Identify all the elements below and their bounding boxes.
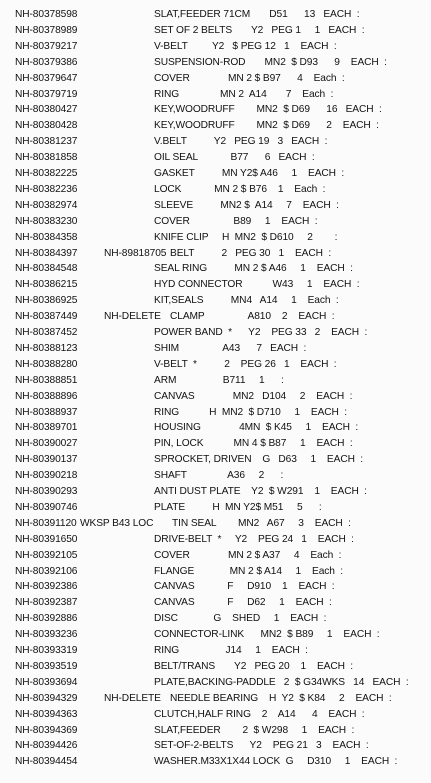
part-number: NH-80393694: [15, 676, 78, 688]
parts-row: [0, 596, 431, 610]
parts-row: [0, 453, 431, 467]
part-description: SET-OF-2-BELTS Y2 PEG 21 3 EACH :: [154, 740, 369, 752]
parts-row: [0, 88, 431, 102]
part-note: NH-89818705: [104, 247, 167, 259]
parts-row: [0, 724, 431, 738]
parts-row: [0, 119, 431, 133]
parts-row: [0, 8, 431, 22]
part-description: CLUTCH,HALF RING 2 A14 4 EACH :: [154, 708, 365, 720]
part-description: PIN, LOCK MN 4 $ B87 1 EACH :: [154, 438, 353, 450]
part-description: KNIFE CLIP H MN2 $ D610 2 :: [154, 231, 338, 243]
part-description: CANVAS F D62 1 EACH :: [154, 597, 332, 609]
part-number: NH-80390137: [15, 454, 78, 466]
part-description: ARM B711 1 :: [154, 374, 284, 386]
part-description: RING J14 1 EACH :: [154, 645, 308, 656]
parts-row: [0, 517, 431, 531]
part-description: KIT,SEALS MN4 A14 1 Each :: [154, 295, 339, 307]
part-description: SPROCKET, DRIVEN G D63 1 EACH :: [154, 454, 364, 466]
parts-row: [0, 167, 431, 181]
part-number: NH-80392387: [15, 597, 78, 609]
part-number: NH-80392105: [15, 549, 78, 561]
part-number: NH-80383230: [15, 215, 78, 227]
parts-row: [0, 294, 431, 308]
part-description: SLAT,FEEDER 2 $ W298 1 EACH :: [154, 724, 355, 736]
part-description: COVER MN 2 $ A37 4 Each :: [154, 549, 342, 561]
part-number: NH-80392386: [15, 581, 78, 593]
part-description: LOCK MN 2 $ B76 1 Each :: [154, 183, 326, 195]
part-description: OIL SEAL B77 6 EACH :: [154, 152, 315, 164]
part-description: RING H MN2 $ D710 1 EACH :: [154, 406, 347, 418]
part-number: NH-80379217: [15, 40, 78, 52]
parts-row: [0, 580, 431, 594]
part-description: V-BELT Y2 $ PEG 12 1 EACH :: [154, 40, 337, 52]
part-number: NH-80388896: [15, 390, 78, 402]
part-description: SUSPENSION-ROD MN2 $ D93 9 EACH :: [154, 56, 387, 68]
part-number: NH-80379386: [15, 56, 78, 68]
part-description: HOUSING 4MN $ K45 1 EACH :: [154, 422, 359, 434]
part-number: NH-80388937: [15, 406, 78, 418]
part-description: FLANGE MN 2 $ A14 1 Each :: [154, 565, 344, 577]
part-number: NH-80378989: [15, 24, 78, 36]
part-number: NH-80390746: [15, 501, 78, 513]
parts-row: [0, 247, 431, 261]
parts-row: [0, 135, 431, 149]
part-description: V-BELT * 2 PEG 26 1 EACH :: [154, 358, 337, 370]
part-number: NH-80379719: [15, 88, 78, 100]
part-number: NH-80378598: [15, 9, 78, 20]
parts-row: [0, 628, 431, 642]
part-number: NH-80391120: [15, 517, 77, 529]
part-description: ANTI DUST PLATE Y2 $ W291 1 EACH :: [154, 486, 367, 497]
part-number: NH-80384358: [15, 231, 78, 243]
part-number: NH-80387452: [15, 327, 78, 338]
parts-row: [0, 644, 431, 658]
parts-row: [0, 40, 431, 54]
part-number: NH-80391650: [15, 533, 78, 545]
parts-row: [0, 358, 431, 372]
part-number: NH-80394454: [15, 756, 78, 768]
part-number: NH-80381858: [15, 152, 78, 164]
part-description: SET OF 2 BELTS Y2 PEG 1 1 EACH :: [154, 24, 365, 36]
part-note: NH-DELETE: [104, 692, 161, 704]
part-number: NH-80393236: [15, 629, 78, 641]
part-number: NH-80384548: [15, 263, 78, 275]
part-description: GASKET MN Y2$ A46 1 EACH :: [154, 168, 345, 179]
parts-row: [0, 501, 431, 515]
part-description: POWER BAND * Y2 PEG 33 2 EACH :: [154, 327, 368, 338]
part-number: NH-80388123: [15, 342, 78, 354]
part-number: NH-80390218: [15, 470, 78, 482]
part-number: NH-80389701: [15, 422, 78, 434]
part-description: SLEEVE MN2 $ A14 7 EACH :: [154, 199, 339, 211]
parts-row: [0, 708, 431, 722]
part-number: NH-80394363: [15, 708, 78, 720]
part-description: HYD CONNECTOR W43 1 EACH :: [154, 279, 360, 291]
part-description: COVER MN 2 $ B97 4 Each :: [154, 72, 345, 84]
part-description: SHIM A43 7 EACH :: [154, 342, 307, 354]
parts-row: [0, 485, 431, 499]
part-description: TIN SEAL MN2 A67 3 EACH :: [172, 517, 351, 529]
part-number: NH-80387449: [15, 311, 78, 323]
part-number: NH-80381237: [15, 136, 78, 148]
part-number: NH-80382225: [15, 168, 78, 179]
part-number: NH-80386215: [15, 279, 78, 291]
parts-row: [0, 231, 431, 245]
parts-row: [0, 549, 431, 563]
parts-row: [0, 199, 431, 213]
part-number: NH-80384397: [15, 247, 78, 259]
part-number: NH-80388851: [15, 374, 78, 386]
parts-row: [0, 406, 431, 420]
part-number: NH-80392886: [15, 613, 78, 625]
part-description: KEY,WOODRUFF MN2 $ D69 2 EACH :: [154, 120, 379, 132]
parts-row: [0, 326, 431, 340]
part-description: CONNECTOR-LINK MN2 $ B89 1 EACH :: [154, 629, 380, 641]
part-number: NH-80382236: [15, 183, 78, 195]
part-description: V.BELT Y2 PEG 19 3 EACH :: [154, 136, 328, 148]
part-description: CANVAS MN2 D104 2 EACH :: [154, 390, 353, 402]
parts-row: [0, 342, 431, 356]
part-description: RING MN 2 A14 7 Each :: [154, 88, 334, 100]
parts-row: [0, 278, 431, 292]
parts-row: [0, 660, 431, 674]
part-number: NH-80392106: [15, 565, 78, 577]
parts-row: [0, 262, 431, 276]
part-description: DRIVE-BELT * Y2 PEG 24 1 EACH :: [154, 533, 354, 545]
part-number: NH-80388280: [15, 358, 78, 370]
parts-row: [0, 676, 431, 690]
parts-row: [0, 183, 431, 197]
parts-row: [0, 755, 431, 769]
part-description: PLATE,BACKING-PADDLE 2 $ G34WKS 14 EACH :: [154, 676, 409, 688]
parts-row: [0, 215, 431, 229]
part-description: CANVAS F D910 1 EACH :: [154, 581, 335, 593]
parts-row: [0, 151, 431, 165]
part-description: WASHER.M33X1X44 LOCK G D310 1 EACH :: [154, 756, 398, 768]
part-description: SEAL RING MN 2 $ A46 1 EACH :: [154, 263, 353, 275]
part-description: NEEDLE BEARING H Y2 $ K84 2 EACH :: [170, 692, 392, 704]
parts-row: [0, 374, 431, 388]
parts-row: [0, 24, 431, 38]
parts-row: [0, 437, 431, 451]
part-description: SHAFT A36 2 :: [154, 470, 284, 482]
parts-row: [0, 533, 431, 547]
part-number: NH-80380428: [15, 120, 78, 132]
part-number: NH-80390293: [15, 486, 78, 497]
part-number: NH-80394426: [15, 740, 78, 752]
part-number: NH-80394329: [15, 692, 78, 704]
part-description: BELT/TRANS Y2 PEG 20 1 EACH :: [154, 660, 354, 672]
part-number: NH-80393319: [15, 645, 78, 656]
parts-row: [0, 565, 431, 579]
parts-row: [0, 103, 431, 117]
part-number: NH-80379647: [15, 72, 78, 84]
parts-row: [0, 310, 431, 324]
part-note: NH-DELETE: [104, 311, 161, 323]
parts-row: [0, 72, 431, 86]
part-number: NH-80390027: [15, 438, 78, 450]
parts-row: [0, 469, 431, 483]
parts-row: [0, 421, 431, 435]
part-description: PLATE H MN Y2$ M51 5 :: [154, 501, 322, 513]
part-number: NH-80393519: [15, 660, 78, 672]
parts-row: [0, 390, 431, 404]
parts-row: [0, 739, 431, 753]
part-number: NH-80382974: [15, 199, 78, 211]
parts-row: [0, 692, 431, 706]
part-description: COVER B89 1 EACH :: [154, 215, 318, 227]
part-note: WKSP B43 LOC: [80, 517, 154, 529]
part-description: CLAMP A810 2 EACH :: [170, 311, 335, 323]
parts-row: [0, 56, 431, 70]
part-description: DISC G SHED 1 EACH :: [154, 613, 327, 625]
part-description: BELT 2 PEG 30 1 EACH :: [170, 247, 332, 259]
part-number: NH-80394369: [15, 724, 78, 736]
part-number: NH-80380427: [15, 104, 78, 116]
part-number: NH-80386925: [15, 295, 78, 307]
parts-row: [0, 612, 431, 626]
part-description: SLAT,FEEDER 71CM D51 13 EACH :: [154, 9, 360, 20]
part-description: KEY,WOODRUFF MN2 $ D69 16 EACH :: [154, 104, 382, 116]
